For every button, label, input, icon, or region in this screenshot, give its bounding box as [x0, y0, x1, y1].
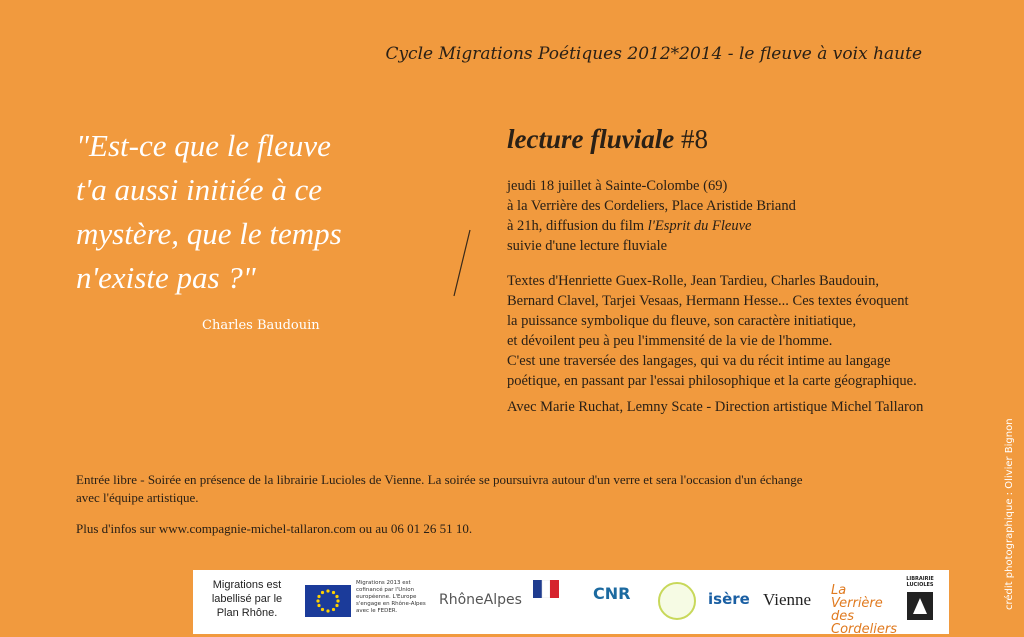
isere-logo: isère [708, 590, 750, 608]
verriere-text: La Verrière des Cordeliers [831, 583, 897, 637]
event-title-text: lecture fluviale [507, 124, 675, 154]
slash-divider [452, 228, 472, 298]
rhone-alpes-logo [439, 592, 522, 608]
event-time: à 21h, diffusion du film [507, 218, 648, 234]
text-line: la puissance symbolique du fleuve, son caractère initiatique, [507, 313, 857, 329]
quote-author: Charles Baudouin [202, 318, 320, 333]
cast-line: Avec Marie Ruchat, Lemny Scate - Direction artistique Michel Tallaron [507, 399, 924, 415]
texts-description [507, 271, 977, 391]
text-line: C'est une traversée des langages, qui va du récit intime au langage [507, 353, 891, 369]
entree-line: avec l'équipe artistique. [76, 490, 199, 505]
lucioles-text: LIBRAIRIE LUCIOLES [906, 576, 934, 588]
lucioles-logo [901, 576, 939, 628]
quote-line: "Est-ce que le fleuve [76, 128, 331, 163]
eu-flag-icon [305, 585, 351, 617]
event-number: #8 [680, 124, 708, 154]
cycle-title: Cycle Migrations Poétiques 2012*2014 - le fleuve à voix haute [385, 44, 922, 64]
lucioles-emblem-icon [901, 588, 939, 624]
quote [76, 124, 456, 300]
circle-logo-icon [658, 582, 696, 620]
rhone-alpes-text: RhôneAlpes [439, 592, 522, 608]
quote-line: n'existe pas ?" [76, 260, 256, 295]
entree-info [76, 471, 956, 507]
event-title [507, 124, 708, 155]
photo-credit [990, 400, 1015, 610]
event-details [507, 176, 796, 256]
quote-line: mystère, que le temps [76, 216, 342, 251]
entree-line: Entrée libre - Soirée en présence de la librairie Lucioles de Vienne. La soirée se poursuivra autour d'un verre et sera l'occasion d'un échange [76, 472, 803, 487]
eu-cofinancing-text: Migrations 2013 est cofinancé par l'Union européenne. L'Europe s'engage en Rhône-Alpes avec le FEDER. [356, 580, 426, 614]
quote-line: t'a aussi initiée à ce [76, 172, 322, 207]
partner-logos-band [193, 570, 949, 637]
text-line: Bernard Clavel, Tarjei Vesaas, Hermann Hesse... Ces textes évoquent [507, 293, 909, 309]
text-line: Textes d'Henriette Guex-Rolle, Jean Tardieu, Charles Baudouin, [507, 273, 879, 289]
vienne-logo: Vienne [763, 590, 812, 609]
film-title: l'Esprit du Fleuve [647, 218, 752, 234]
event-reading: suivie d'une lecture fluviale [507, 238, 668, 254]
text-line: poétique, en passant par l'essai philosophique et la carte géographique. [507, 373, 917, 389]
republique-francaise-icon [533, 580, 559, 598]
contact-info: Plus d'infos sur www.compagnie-michel-tallaron.com ou au 06 01 26 51 10. [76, 521, 473, 536]
verriere-cordeliers-logo [831, 584, 901, 636]
plan-rhone-label: Migrations est labellisé par le Plan Rhône. [211, 579, 283, 619]
event-date: jeudi 18 juillet à Sainte-Colombe (69) [507, 178, 728, 194]
text-line: et dévoilent peu à peu l'immensité de la vie de l'homme. [507, 333, 833, 349]
photo-credit-text: crédit photographique : Olivier Bignon [1004, 418, 1015, 610]
event-place: à la Verrière des Cordeliers, Place Aristide Briand [507, 198, 796, 214]
cnr-logo: CNR [593, 584, 631, 603]
event-film-line [507, 216, 796, 236]
